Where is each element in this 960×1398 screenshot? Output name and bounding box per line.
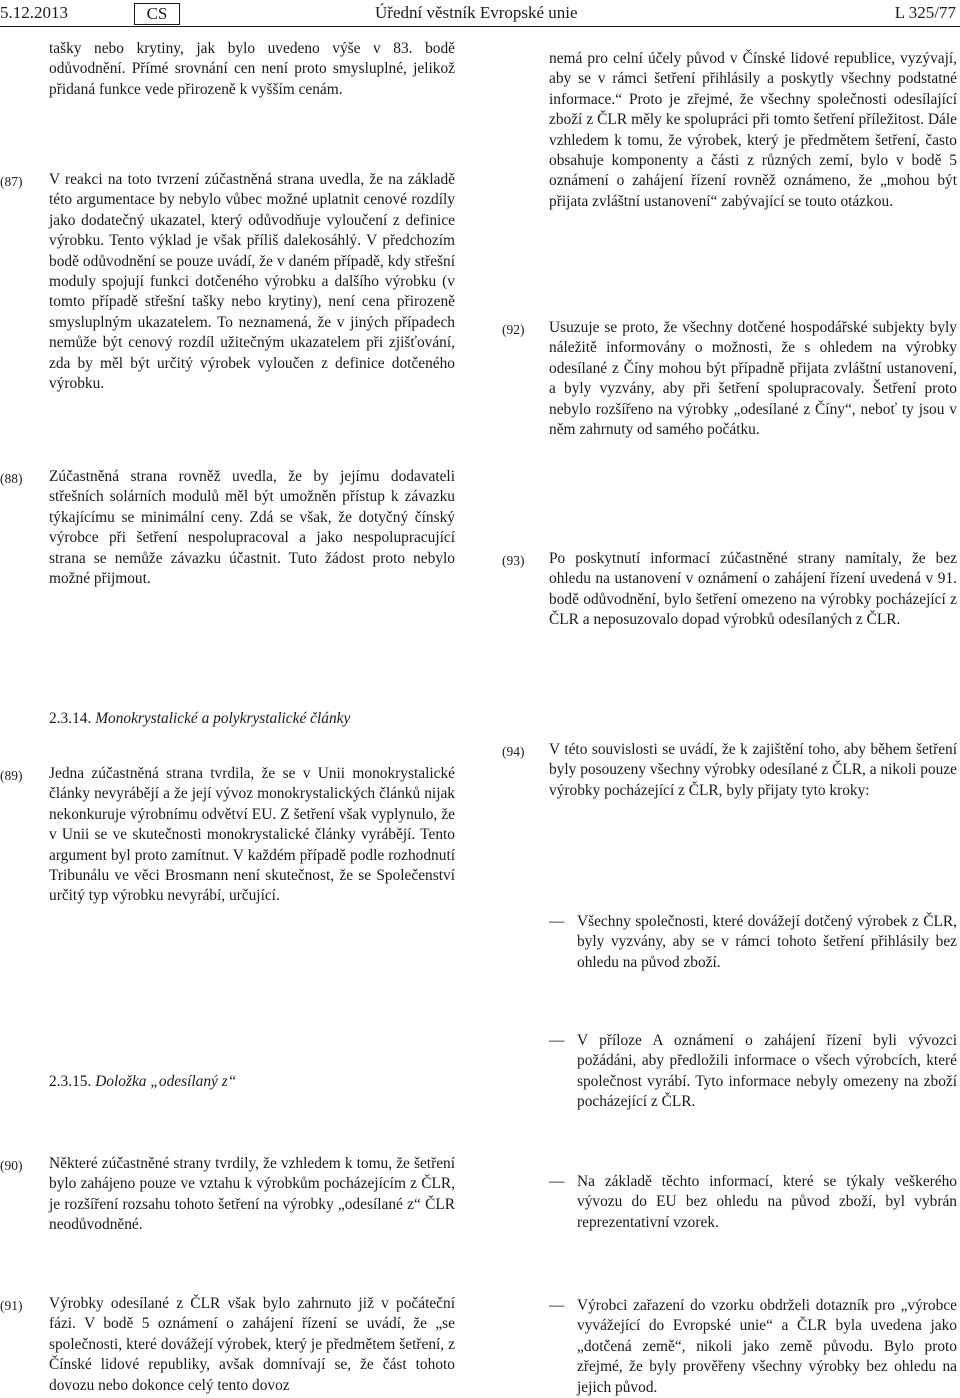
journal-title: Úřední věstník Evropské unie xyxy=(375,3,578,22)
list-item: Na základě těchto informací, které se týkaly veškerého vývozu do EU bez ohledu na původ zboží, byl vybrán reprezentativní vzorek. xyxy=(577,1173,957,1231)
section-title: Doložka „odesílaný z“ xyxy=(95,1073,237,1090)
header-date: 5.12.2013 xyxy=(0,3,68,22)
section-title: Monokrystalické a polykrystalické články xyxy=(95,710,351,727)
paragraph-number-94: (94) xyxy=(502,744,525,759)
list-item: Výrobci zařazení do vzorku obdrželi dotazník pro „výrobce vyvážející do Evropské unie“ a ČLR byla uvedena jako „dotčená země“, nikoli jako země původu. Bylo proto zřejmé, že byly prověřeny všechny výrobky bez ohledu na jejich původ. xyxy=(577,1297,957,1396)
paragraph-number-92: (92) xyxy=(502,322,525,337)
paragraph-88-text: Zúčastněná strana rovněž uvedla, že by jejímu dodavateli střešních solárních modulů měl být umožněn přístup k závazku týkajícímu se minimální ceny. Zdá se však, že dotyčný čínský výrobce při šetření nespolupracoval a jako nespolupracující strana se nemůže závazku účastnit. Tuto žádost proto nebylo možné přijmout. xyxy=(49,468,455,588)
page-reference: L 325/77 xyxy=(894,3,956,22)
paragraph-number-93: (93) xyxy=(502,553,525,568)
paragraph-number-88: (88) xyxy=(0,471,23,486)
section-heading-2-3-15 xyxy=(49,1072,236,1092)
list-item: Všechny společnosti, které dovážejí dotčený výrobek z ČLR, byly vyzvány, aby se v rámci tohoto šetření přihlásily bez ohledu na původ zboží. xyxy=(577,913,957,971)
paragraph-94-text: V této souvislosti se uvádí, že k zajištění toho, aby během šetření byly posouzeny všechny výrobky odesílané z ČLR, a nikoli pouze výrobky pocházející z ČLR, byly přijaty tyto kroky: xyxy=(549,741,957,799)
paragraph-93-text: Po poskytnutí informací zúčastněné strany namítaly, že bez ohledu na ustanovení v oznámení o zahájení řízení uvedená v 91. bodě odůvodnění, bylo šetření omezeno na výrobky pocházející z ČLR a neposuzovalo dopad výrobků odesílaných z ČLR. xyxy=(549,550,957,629)
section-number: 2.3.14. xyxy=(49,710,92,727)
paragraph-number-87: (87) xyxy=(0,174,23,189)
header-divider xyxy=(0,26,960,27)
paragraph-number-90: (90) xyxy=(0,1158,23,1173)
list-item: V příloze A oznámení o zahájení řízení byli vývozci požádáni, aby předložili informace o všech výrobcích, které společnost vyrábí. Tyto informace nebyly omezeny na zboží pocházející z ČLR. xyxy=(577,1032,957,1111)
paragraph-90-text: Některé zúčastněné strany tvrdily, že vzhledem k tomu, že šetření bylo zahájeno pouze ve vztahu k výrobkům pocházejícím z ČLR, je rozšíření rozsahu tohoto šetření na výrobky „odesílané z“ ČLR neodůvodněné. xyxy=(49,1155,455,1234)
paragraph-91-text: Výrobky odesílané z ČLR však bylo zahrnuto již v počáteční fázi. V bodě 5 oznámení o zahájení řízení se uvádí, že „se společnosti, které dovážejí výrobek, který je předmětem šetření, z Čínské lidové republiky, avšak domnívají se, že část tohoto dovozu nebo dokonce celý tento dovoz xyxy=(49,1295,455,1394)
language-badge: CS xyxy=(134,3,180,25)
left-continuation-text: tašky nebo krytiny, jak bylo uvedeno výše v 83. bodě odůvodnění. Přímé srovnání cen není proto smysluplné, jelikož přidaná funkce vede přirozeně k vyšším cenám. xyxy=(49,40,455,98)
section-heading-2-3-14 xyxy=(49,709,350,729)
list-dash: — xyxy=(549,913,565,930)
list-dash: — xyxy=(549,1173,565,1190)
list-dash: — xyxy=(549,1297,565,1314)
paragraph-92-text: Usuzuje se proto, že všechny dotčené hospodářské subjekty byly náležitě informovány o možnosti, že s ohledem na výrobky odesílané z Číny mohou být případně přijata zvláštní ustanovení, a byly vyzvány, aby při šetření spolupracovaly. Šetření proto nebylo rozšířeno na výrobky „odesílané z Číny“, neboť ty jsou v něm zahrnuty od samého počátku. xyxy=(549,319,957,439)
paragraph-89-text: Jedna zúčastněná strana tvrdila, že se v Unii monokrystalické články nevyrábějí a že její vývoz monokrystalických článků nijak nekonkuruje výrobnímu odvětví EU. Z šetření však vyplynulo, že v Unii se ve skutečnosti monokrystalické články vyrábějí. Tento argument byl proto zamítnut. V každém případě podle rozhodnutí Tribunálu ve věci Brosmann není skutečnost, že se Společenství určitý typ výrobku nevyrábí, určující. xyxy=(49,765,455,905)
list-dash: — xyxy=(549,1032,565,1049)
paragraph-number-91: (91) xyxy=(0,1298,23,1313)
section-number: 2.3.15. xyxy=(49,1073,92,1090)
paragraph-number-89: (89) xyxy=(0,768,23,783)
paragraph-87-text: V reakci na toto tvrzení zúčastněná strana uvedla, že na základě této argumentace by nebylo vůbec možné uplatnit cenové rozdíly jako dodatečný ukazatel, který odůvodňuje vyloučení z definice výrobku. Tento výklad je však příliš dalekosáhlý. V předchozím bodě odůvodnění se pouze uvádí, že v daném případě, kdy střešní moduly spojují funkci dotčeného výrobku a dalšího výrobku (v tomto případě střešní tašky nebo krytiny), není cena přirozeně smysluplným ukazatelem. To neznamená, že v jiných případech nemůže být cenový rozdíl užitečným ukazatelem při zjišťování, zda by měl být určitý výrobek vyloučen z definice dotčeného výrobku. xyxy=(49,171,455,393)
right-continuation-text: nemá pro celní účely původ v Čínské lidové republice, vyzývají, aby se v rámci šetření přihlásily a poskytly všechny podstatné informace.“ Proto je zřejmé, že všechny společnosti odesílající zboží z ČLR měly ke spolupráci při tomto šetření příležitost. Dále vzhledem k tomu, že výrobek, který je předmětem šetření, často obsahuje komponenty a části z různých zemí, bylo v bodě 5 oznámení o zahájení řízení rovněž oznámeno, že „mohou být přijata zvláštní ustanovení“ zabývající se touto otázkou. xyxy=(549,50,957,210)
